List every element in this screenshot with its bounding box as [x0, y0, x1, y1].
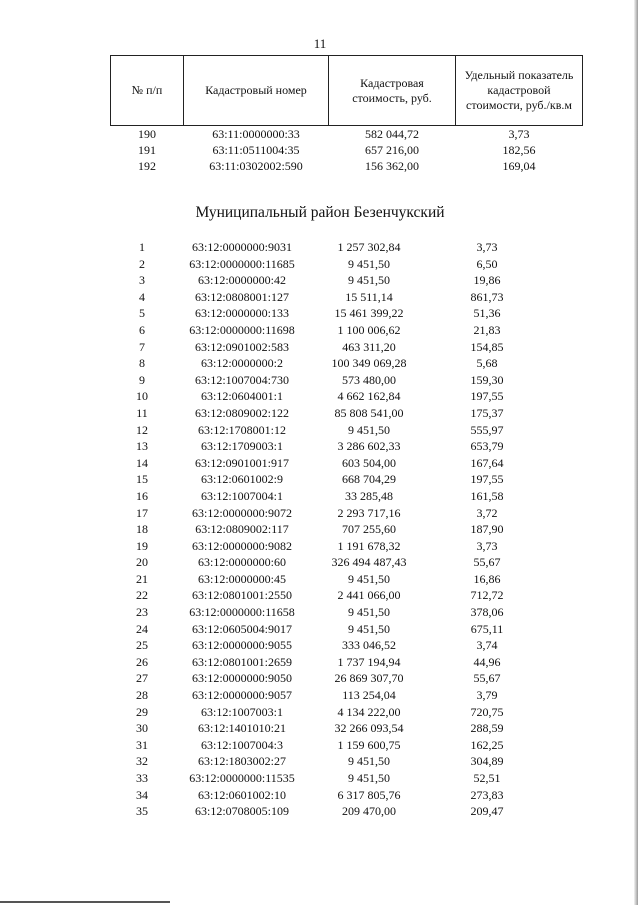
cell-cadastral-number: 63:12:0808001:127 [194, 289, 289, 304]
cell-specific-value: 159,30 [470, 372, 504, 387]
cell-cadastral-value: 9 451,50 [348, 621, 390, 636]
cell-specific-value: 209,47 [470, 804, 504, 819]
cell-cadastral-number: 63:12:0801001:2550 [191, 588, 292, 603]
cell-specific-value: 21,83 [473, 322, 501, 337]
cell-cadastral-number: 63:12:0000000:9055 [191, 638, 292, 653]
cell-specific-value: 154,85 [470, 339, 504, 354]
table-row [110, 405, 546, 422]
cell-num: 190 [138, 127, 156, 141]
section-title: Муниципальный район Безенчукский [195, 204, 445, 221]
table-row [111, 126, 583, 143]
cell-cadastral-value: 2 441 066,00 [337, 588, 401, 603]
table-row [110, 422, 546, 439]
cell-cadastral-number: 63:12:0601002:9 [200, 472, 283, 487]
table-row [110, 587, 546, 604]
table-row [110, 604, 546, 621]
cell-cadastral-value: 32 266 093,54 [334, 721, 404, 736]
cell-specific-value: 162,25 [470, 737, 504, 752]
cell-specific-value: 378,06 [470, 605, 504, 620]
cell-specific-value: 3,79 [476, 688, 498, 703]
cell-cadastral-number: 63:12:0000000:9082 [191, 538, 292, 553]
page-number: 11 [313, 36, 327, 51]
scan-bottom-line [0, 901, 170, 903]
cell-num: 5 [139, 306, 145, 321]
cell-num: 10 [136, 389, 148, 404]
cell-num: 7 [139, 339, 145, 354]
cell-cadastral-number: 63:12:0901001:917 [194, 455, 289, 470]
cell-specific-value: 169,04 [502, 159, 536, 173]
cell-num: 25 [136, 638, 148, 653]
cell-num: 27 [136, 671, 148, 686]
cell-cadastral-number: 63:12:0000000:42 [197, 273, 286, 288]
cell-num: 14 [136, 455, 148, 470]
table-row [110, 372, 546, 389]
cell-cadastral-number: 63:12:0809002:122 [194, 405, 289, 420]
cell-cadastral-value: 9 451,50 [348, 571, 390, 586]
cell-cadastral-number: 63:12:0708005:109 [194, 804, 289, 819]
cell-cadastral-value: 4 134 222,00 [337, 704, 401, 719]
cell-num: 191 [138, 143, 156, 157]
table-row [110, 770, 546, 787]
cell-cadastral-number: 63:12:0809002:117 [195, 522, 289, 537]
table-row [111, 142, 583, 158]
table-row [110, 654, 546, 671]
cell-num: 13 [136, 439, 148, 454]
cell-num: 28 [136, 688, 148, 703]
table-row [110, 538, 546, 555]
cell-num: 15 [136, 472, 148, 487]
cell-num: 1 [139, 240, 145, 254]
cell-cadastral-number: 63:11:0511004:35 [212, 143, 300, 157]
cell-cadastral-value: 9 451,50 [348, 422, 390, 437]
cell-cadastral-value: 156 362,00 [365, 159, 419, 173]
cell-num: 4 [139, 289, 145, 304]
cell-cadastral-number: 63:12:1007004:3 [200, 737, 283, 752]
cell-specific-value: 675,11 [470, 621, 504, 636]
table-row [110, 388, 546, 405]
cell-cadastral-number: 63:12:0901002:583 [194, 339, 289, 354]
cell-cadastral-value: 209 470,00 [342, 804, 396, 819]
cell-cadastral-number: 63:12:0000000:9057 [191, 688, 292, 703]
cell-specific-value: 712,72 [470, 588, 504, 603]
cell-num: 26 [136, 654, 148, 669]
cell-specific-value: 653,79 [470, 439, 504, 454]
cell-cadastral-number: 63:12:0000000:60 [197, 555, 286, 570]
cell-specific-value: 3,74 [476, 638, 498, 653]
cell-num: 33 [136, 771, 148, 785]
cell-num: 8 [139, 356, 145, 371]
cell-cadastral-number: 63:12:0801001:2659 [191, 654, 292, 669]
cell-num: 34 [136, 787, 148, 802]
cell-cadastral-value: 1 191 678,32 [337, 538, 401, 553]
cell-num: 17 [136, 505, 148, 520]
cell-num: 6 [139, 322, 145, 337]
cell-specific-value: 19,86 [473, 273, 501, 288]
cell-cadastral-number: 63:12:1708001:12 [197, 422, 286, 437]
table-row [110, 355, 546, 372]
cell-cadastral-value: 463 311,20 [342, 339, 396, 354]
table-row [110, 554, 546, 571]
table-row [110, 505, 546, 522]
cell-specific-value: 51,36 [473, 306, 501, 321]
cell-specific-value: 187,90 [470, 522, 504, 537]
cell-num: 23 [136, 605, 148, 620]
table-row [110, 455, 546, 472]
cell-cadastral-number: 63:12:1007004:1 [200, 488, 283, 503]
cell-cadastral-number: 63:12:0000000:2 [200, 356, 283, 371]
cell-cadastral-value: 1 159 600,75 [337, 737, 401, 752]
table-row [110, 687, 546, 704]
cell-specific-value: 3,73 [476, 240, 498, 254]
table-row [110, 521, 546, 538]
table-header-row [111, 56, 583, 126]
table-row [110, 305, 546, 322]
cadastral-table-bezenchuk [110, 239, 546, 820]
cell-num: 31 [136, 737, 148, 752]
cell-cadastral-value: 33 285,48 [345, 488, 393, 503]
table-row [110, 256, 546, 273]
cell-specific-value: 55,67 [473, 671, 501, 686]
cell-specific-value: 3,73 [476, 538, 498, 553]
cell-cadastral-number: 63:12:1007004:730 [194, 372, 289, 387]
cadastral-table-continued [110, 55, 583, 174]
table-row [110, 488, 546, 505]
cell-cadastral-value: 9 451,50 [348, 256, 390, 271]
cell-num: 18 [136, 522, 148, 537]
cell-num: 192 [138, 159, 156, 173]
cell-specific-value: 44,96 [473, 654, 501, 669]
cell-specific-value: 304,89 [470, 754, 504, 769]
cell-cadastral-number: 63:12:0000000:11658 [189, 605, 295, 620]
table-row [110, 322, 546, 339]
cell-cadastral-number: 63:12:1709003:1 [200, 439, 283, 454]
cell-cadastral-value: 85 808 541,00 [334, 405, 404, 420]
header-cadastral-number: Кадастровый номер [184, 56, 329, 126]
cell-cadastral-value: 326 494 487,43 [331, 555, 407, 570]
cell-cadastral-value: 100 349 069,28 [331, 356, 407, 371]
cell-cadastral-value: 333 046,52 [342, 638, 396, 653]
table-row [111, 158, 583, 174]
table-row [110, 803, 546, 820]
cell-cadastral-value: 582 044,72 [365, 127, 419, 141]
table-row [110, 720, 546, 737]
cell-cadastral-number: 63:12:0000000:9072 [191, 505, 292, 520]
cell-specific-value: 861,73 [470, 289, 504, 304]
table-row [110, 438, 546, 455]
cell-specific-value: 3,72 [476, 505, 498, 520]
cell-num: 11 [136, 405, 148, 420]
cell-specific-value: 6,50 [476, 256, 498, 271]
cell-specific-value: 16,86 [473, 571, 501, 586]
cell-cadastral-value: 573 480,00 [342, 372, 396, 387]
cell-cadastral-value: 6 317 805,76 [337, 787, 401, 802]
cell-specific-value: 167,64 [470, 455, 504, 470]
table-row [110, 239, 546, 256]
header-cadastral-value: Кадастровая стоимость, руб. [329, 56, 456, 126]
cell-cadastral-number: 63:12:0000000:11685 [189, 256, 295, 271]
cell-cadastral-number: 63:11:0000000:33 [212, 127, 300, 141]
cell-cadastral-value: 4 662 162,84 [337, 389, 401, 404]
cell-cadastral-value: 9 451,50 [348, 754, 390, 769]
cell-cadastral-number: 63:12:0605004:9017 [191, 621, 292, 636]
cell-specific-value: 5,68 [476, 356, 498, 371]
table-row [110, 571, 546, 588]
cell-num: 30 [136, 721, 148, 736]
cell-cadastral-value: 15 461 399,22 [334, 306, 404, 321]
table-row [110, 289, 546, 306]
cell-cadastral-value: 2 293 717,16 [337, 505, 401, 520]
cell-num: 29 [136, 704, 148, 719]
cell-cadastral-value: 1 100 006,62 [337, 322, 401, 337]
cell-num: 24 [136, 621, 148, 636]
table-row [110, 704, 546, 721]
cell-cadastral-value: 3 286 602,33 [337, 439, 401, 454]
cell-cadastral-value: 657 216,00 [365, 143, 419, 157]
cell-num: 16 [136, 488, 148, 503]
table-row [110, 637, 546, 654]
cell-cadastral-number: 63:12:0601002:10 [197, 787, 286, 802]
cell-cadastral-number: 63:12:0000000:133 [194, 306, 289, 321]
cell-specific-value: 55,67 [473, 555, 501, 570]
cell-specific-value: 273,83 [470, 787, 504, 802]
cell-num: 20 [136, 555, 148, 570]
cell-cadastral-number: 63:12:1401010:21 [197, 721, 286, 736]
cell-cadastral-number: 63:12:1803002:27 [197, 754, 286, 769]
cell-cadastral-value: 113 254,04 [342, 688, 396, 703]
cell-specific-value: 161,58 [470, 488, 504, 503]
cell-cadastral-value: 707 255,60 [342, 522, 396, 537]
cell-cadastral-number: 63:12:0000000:9031 [191, 240, 292, 254]
cell-cadastral-number: 63:12:0604001:1 [200, 389, 283, 404]
cell-cadastral-value: 26 869 307,70 [334, 671, 404, 686]
cell-num: 3 [139, 273, 145, 288]
table-row [110, 787, 546, 804]
header-num: № п/п [111, 56, 184, 126]
cell-specific-value: 197,55 [470, 472, 504, 487]
cell-num: 32 [136, 754, 148, 769]
cell-specific-value: 288,59 [470, 721, 504, 736]
cell-cadastral-number: 63:12:0000000:9050 [191, 671, 292, 686]
cell-cadastral-value: 668 704,29 [342, 472, 396, 487]
cell-cadastral-value: 603 504,00 [342, 455, 396, 470]
cell-num: 35 [136, 804, 148, 819]
cell-cadastral-number: 63:12:0000000:11535 [189, 771, 295, 785]
table-row [110, 339, 546, 356]
cell-specific-value: 175,37 [470, 405, 504, 420]
scan-edge-shadow [634, 0, 638, 905]
cell-num: 21 [136, 571, 148, 586]
cell-cadastral-value: 15 511,14 [345, 289, 393, 304]
table-row [110, 621, 546, 638]
cell-specific-value: 197,55 [470, 389, 504, 404]
header-specific-value: Удельный показатель кадастровой стоимости, руб./кв.м [456, 56, 583, 126]
cell-cadastral-value: 1 737 194,94 [337, 654, 401, 669]
cell-cadastral-number: 63:12:0000000:45 [197, 571, 286, 586]
table-row [110, 737, 546, 754]
table-row [110, 272, 546, 289]
cell-cadastral-number: 63:12:0000000:11698 [189, 322, 295, 337]
cell-cadastral-value: 9 451,50 [348, 605, 390, 620]
cell-cadastral-value: 1 257 302,84 [337, 240, 401, 254]
table-row [110, 670, 546, 687]
cell-num: 9 [139, 372, 145, 387]
table-row [110, 753, 546, 770]
cell-num: 12 [136, 422, 148, 437]
cell-cadastral-value: 9 451,50 [348, 771, 390, 785]
cell-num: 22 [136, 588, 148, 603]
cell-num: 2 [139, 256, 145, 271]
cell-cadastral-number: 63:12:1007003:1 [200, 704, 283, 719]
cell-specific-value: 720,75 [470, 704, 504, 719]
cell-cadastral-number: 63:11:0302002:590 [209, 159, 303, 173]
cell-specific-value: 52,51 [473, 771, 501, 785]
cell-num: 19 [136, 538, 148, 553]
table-row [110, 471, 546, 488]
cell-specific-value: 182,56 [502, 143, 536, 157]
cell-specific-value: 3,73 [508, 127, 530, 141]
cell-specific-value: 555,97 [470, 422, 504, 437]
cell-cadastral-value: 9 451,50 [348, 273, 390, 288]
